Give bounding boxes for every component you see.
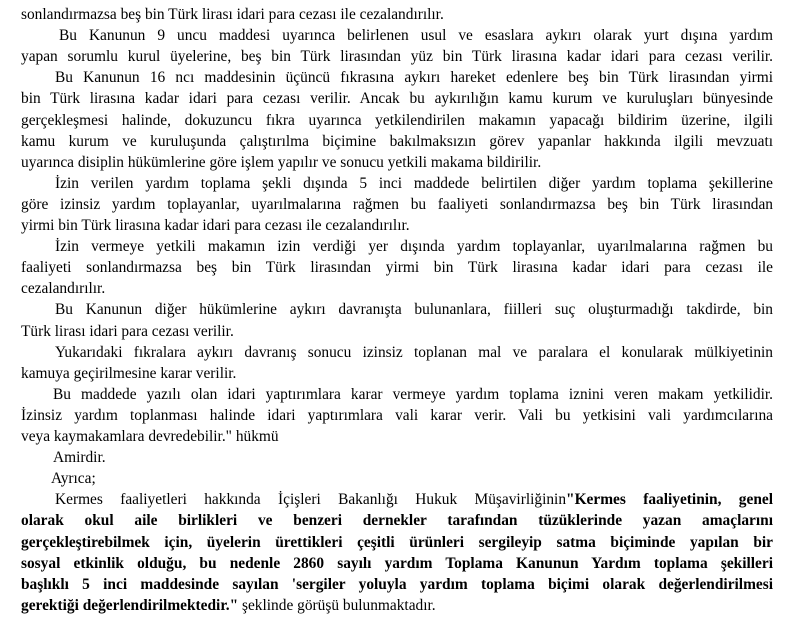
final-line-bold: "Kermes faaliyetinin, genel [566,491,773,509]
text-line: Türk lirası idari para cezası verilir. [21,322,234,340]
bold-text-line: gerçekleştirebilmek için, üyelerin ürettikleri çeşitli ürünleri sergileyip satma biçiminde yapılan bir [21,533,773,551]
text-line: İzin vermeye yetkili makamın izin verdiği yer dışında yardım toplayanlar, uyarılmalarına rağmen bu [55,238,773,256]
text-line: Bu Kanunun 16 ncı maddesinin üçüncü fıkrasına aykırı hareket edenlere beş bin Türk lirasından yirmi [55,69,773,87]
text-line: göre izinsiz yardım toplayanlar, uyarılmalarına rağmen bu faaliyeti sonlandırmazsa beş bin Türk lirasından [21,195,773,213]
last-line-plain: şeklinde görüşü bulunmaktadır. [238,596,436,614]
text-line: kamuya geçirilmesine karar verilir. [21,364,237,382]
text-line: faaliyeti sonlandırmazsa beş bin Türk lirasından yirmi bin Türk lirasına kadar idari para cezası ile [21,259,773,277]
text-line: Yukarıdaki fıkralara aykırı davranış sonucu izinsiz toplanan mal ve paralara el konularak mülkiyetinin [55,343,773,361]
text-line [21,595,773,617]
text-line: uyarınca disiplin hükümlerine göre işlem yapılır ve sonucu yetkili makama bildirilir. [21,153,542,171]
last-line-bold: gerektiği değerlendirilmektedir." [21,596,239,614]
text-line: İzin verilen yardım toplama şekli dışında 5 inci maddede belirtilen diğer yardım toplama şekillerine [55,174,773,192]
text-line: gerçekleşmesi halinde, dokuzuncu fıkra uyarınca yetkilendirilen makamın yapacağı bildirim üzerine, ilgili [21,111,773,129]
text-line: Bu maddede yazılı olan idari yaptırımlara karar vermeye yardım toplama iznini veren makam yetkilidir. [53,385,773,403]
text-line: cezalandırılır. [21,280,106,298]
bold-text-line: olarak okul aile birlikleri ve benzeri dernekler tarafından tüzüklerinde yazan amaçlarını [21,512,773,530]
text-line: İzinsiz yardım toplanması halinde idari yaptırımlara vali karar verir. Vali bu yetkisini vali yardımcılarına [21,406,773,424]
text-line: Bu Kanunun diğer hükümlerine aykırı davranışta bulunanlara, fiilleri suç oluşturmadığı takdirde, bin [55,301,773,319]
final-line-plain: Kermes faaliyetleri hakkında İçişleri Bakanlığı Hukuk Müşavirliğinin [55,491,567,509]
text-line: kamu kurum ve kuruluşunda çalıştırılma biçimine bakılmaksızın görev yapanlar hakkında ilgili mevzuatı [21,132,773,150]
text-line [55,489,773,511]
bold-text-line: sosyal etkinlik olduğu, bu nedenle 2860 sayılı yardım Toplama Kanunun Yardım toplama şekilleri [21,554,773,572]
text-line: sonlandırmazsa beş bin Türk lirası idari para cezası ile cezalandırılır. [21,6,444,23]
text-line: bin Türk lirasına kadar idari para cezası verilir. Ancak bu aykırılığın kamu kurum ve kuruluşları bünyesinde [21,90,773,108]
text-line: yirmi bin Türk lirasına kadar idari para cezası ile cezalandırılır. [21,217,410,234]
text-line: Amirdir. [53,449,106,467]
text-line: Bu Kanunun 9 uncu maddesi uyarınca belirlenen usul ve esaslara aykırı olarak yurt dışına yardım [59,27,773,45]
text-line: yapan sorumlu kurul üyelerine, beş bin Türk lirasından yüz bin Türk lirasına kadar idari para cezası verilir. [21,48,773,66]
bold-text-line: başlıklı 5 inci maddesinde sayılan 'sergiler yoluyla yardım toplama biçimi olarak değerlendirilmesi [21,575,773,593]
text-line: veya kaymakamlara devredebilir." hükmü [21,428,279,445]
text-line: Ayrıca; [51,470,96,488]
